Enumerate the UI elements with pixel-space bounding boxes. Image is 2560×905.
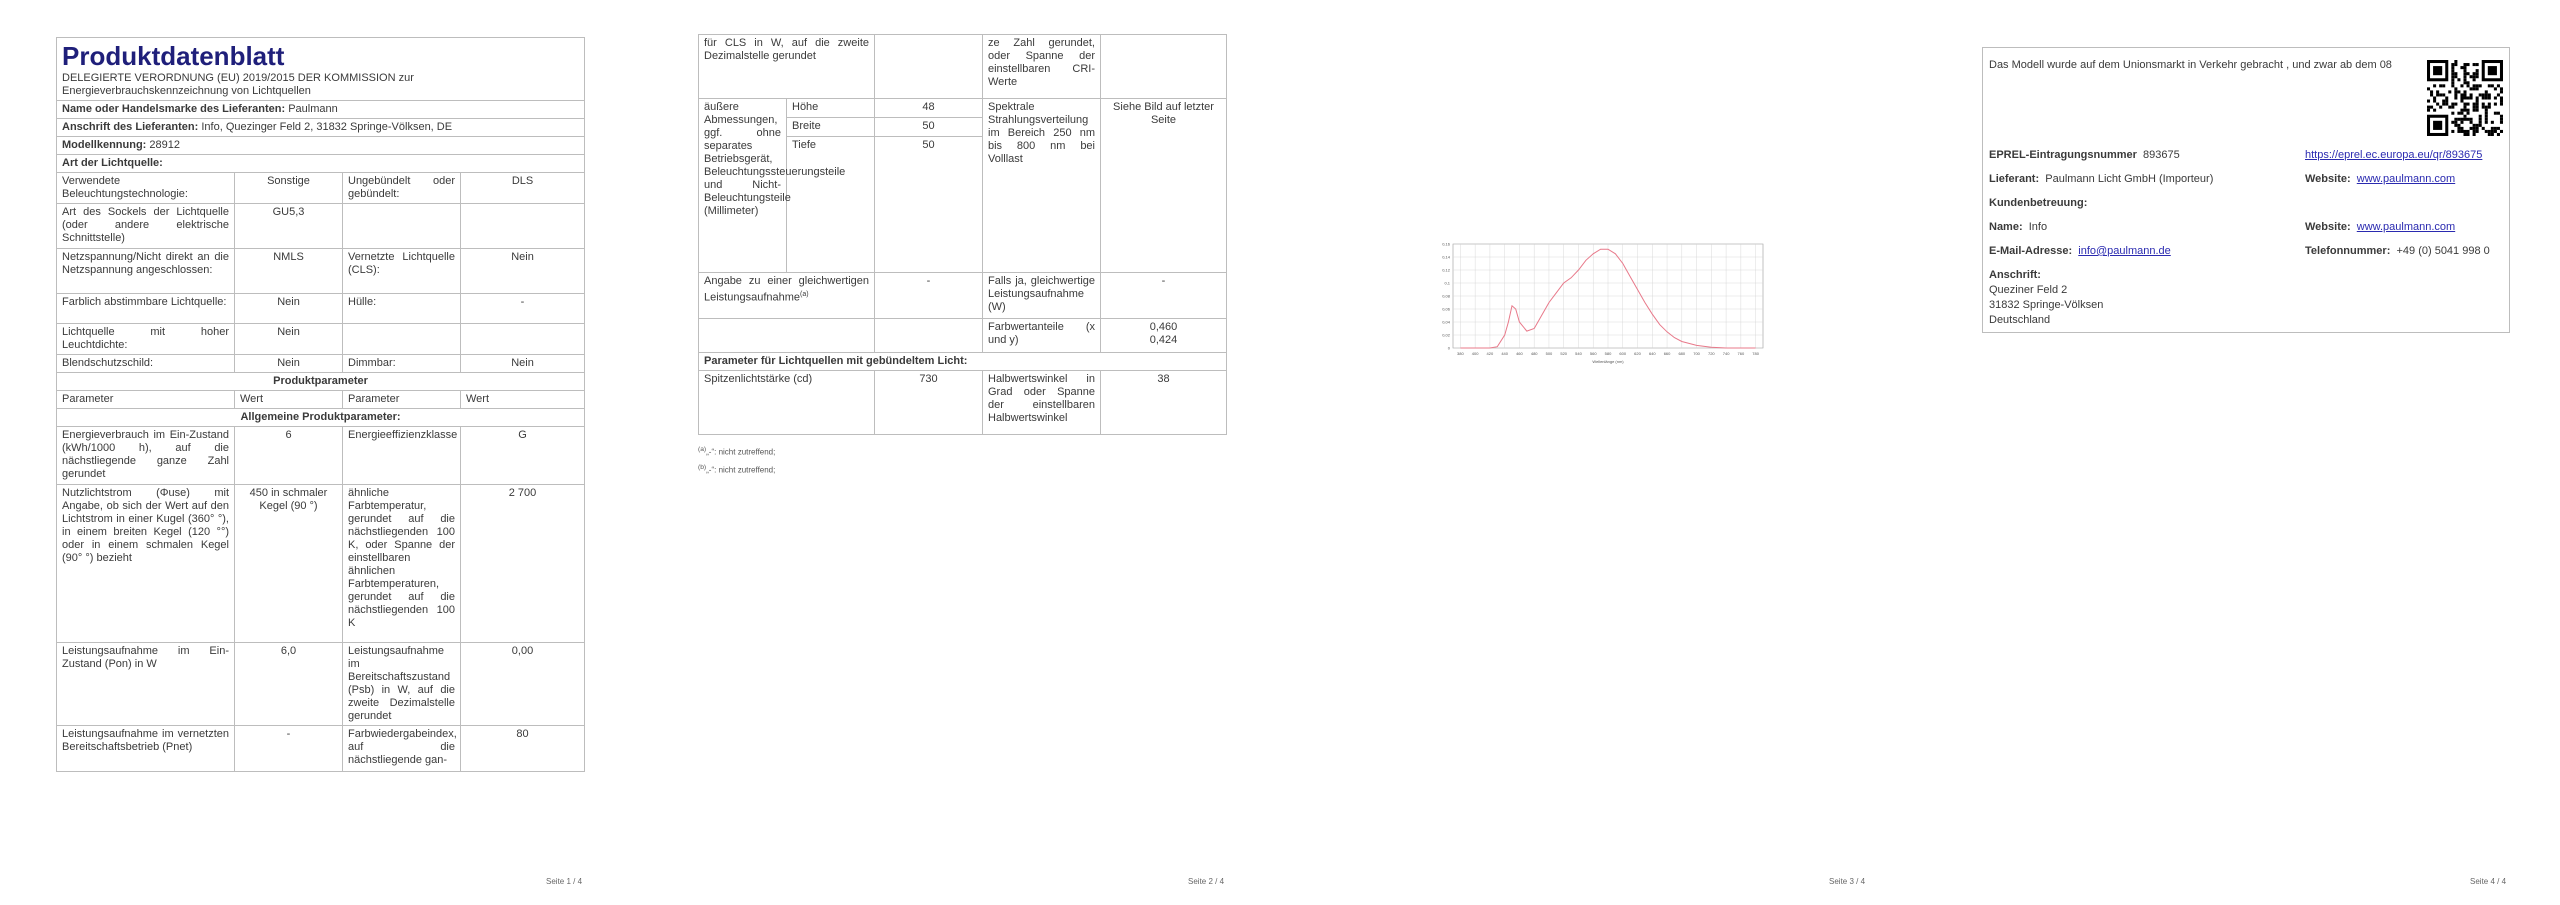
page-number: Seite 2 / 4 <box>1188 877 1225 886</box>
x-tick-label: 600 <box>1619 351 1627 356</box>
spectral-label: Spektrale Strahlungsverteilung im Bereich 250 nm bis 800 nm bei Volllast <box>983 99 1101 273</box>
spectral-value: Siehe Bild auf letzter Seite <box>1101 99 1227 273</box>
param-label: Leistungsaufnahme im Ein-Zustand (Pon) in W <box>57 643 235 726</box>
param-value <box>1101 35 1227 99</box>
address-line-3: Deutschland <box>1989 314 2051 326</box>
dimension-value: 48 <box>875 99 983 118</box>
beam-angle-label: Halbwertswinkel in Grad oder Spanne der einstellbaren Halbwertswinkel <box>983 371 1101 435</box>
spec-value: DLS <box>461 173 585 204</box>
chromaticity-y: 0,424 <box>1149 334 1178 346</box>
market-placement-text: Das Modell wurde auf dem Unionsmarkt in Verkehr gebracht , und zwar ab dem 08 <box>1989 59 2392 71</box>
x-tick-label: 580 <box>1604 351 1612 356</box>
qr-code-icon[interactable] <box>2427 60 2503 136</box>
product-datasheet-table <box>56 37 585 772</box>
dimensions-label: äußere Abmessungen, ggf. ohne separates Betriebsgerät, Beleuchtungssteuerungsteile und Nicht-Beleuchtungsteile (Millimeter) <box>699 99 787 273</box>
spec-label: Farblich abstimmbare Lichtquelle: <box>57 294 235 324</box>
directional-params-header: Parameter für Lichtquellen mit gebündeltem Licht: <box>699 353 1227 371</box>
regulation-subtitle: DELEGIERTE VERORDNUNG (EU) 2019/2015 DER KOMMISSION zur Energieverbrauchskennzeichnung von Lichtquellen <box>62 72 414 97</box>
supplier-address-label: Anschrift des Lieferanten: <box>62 121 199 133</box>
page-title: Produktdatenblatt <box>62 41 285 71</box>
param-label: Nutzlichtstrom (Φuse) mit Angabe, ob sich der Wert auf den Lichtstrom in einer Kugel (360° °), in einem breiten Kegel (120 °°) oder in einem schmalen Kegel (90° °) bezieht <box>57 485 235 643</box>
param-label: Leistungsaufnahme im Bereitschaftszustand (Psb) in W, auf die zweite Dezimalstelle gerundet <box>343 643 461 726</box>
y-tick-label: 0 <box>1447 345 1450 351</box>
if-yes-label: Falls ja, gleichwertige Leistungsaufnahme (W) <box>983 273 1101 319</box>
x-tick-label: 460 <box>1516 351 1523 356</box>
param-value <box>875 35 983 99</box>
spec-label: Ungebündelt oder gebündelt: <box>343 173 461 204</box>
spec-label: Art des Sockels der Lichtquelle (oder andere elektrische Schnittstelle) <box>57 204 235 249</box>
page-number: Seite 4 / 4 <box>2470 877 2507 886</box>
name-value: Info <box>2028 221 2048 233</box>
spec-label: Blendschutzschild: <box>57 355 235 373</box>
param-value: G <box>461 427 585 485</box>
param-label: ze Zahl gerundet, oder Spanne der einstellbaren CRI-Werte <box>983 35 1101 99</box>
address-line-2: 31832 Springe-Völksen <box>1989 299 2104 311</box>
spec-label: Dimmbar: <box>343 355 461 373</box>
spec-label: Lichtquelle mit hoher Leuchtdichte: <box>57 324 235 355</box>
equivalent-power-label: Angabe zu einer gleichwertigen Leistungsaufnahme <box>704 275 869 304</box>
x-tick-label: 660 <box>1663 351 1671 356</box>
spec-value: Nein <box>235 324 343 355</box>
x-tick-label: 440 <box>1501 351 1509 356</box>
general-params-header: Allgemeine Produktparameter: <box>57 409 585 427</box>
x-tick-label: 780 <box>1752 351 1759 356</box>
param-value: 6 <box>235 427 343 485</box>
param-value: 450 in schmaler Kegel (90 °) <box>235 485 343 643</box>
dimension-value: 50 <box>875 137 983 273</box>
eprel-link[interactable]: https://eprel.ec.europa.eu/qr/893675 <box>2305 149 2483 161</box>
x-tick-label: 420 <box>1486 351 1494 356</box>
dimension-value: 50 <box>875 118 983 137</box>
spec-value: Sonstige <box>235 173 343 204</box>
footnote-b-text: „-“: nicht zutreffend; <box>706 465 776 475</box>
customer-service-label: Kundenbetreuung: <box>1989 197 2088 209</box>
footnote-a <box>698 444 775 459</box>
x-tick-label: 700 <box>1693 351 1700 356</box>
model-label: Modellkennung: <box>62 139 147 151</box>
x-tick-label: 560 <box>1589 351 1597 356</box>
website2-label: Website: <box>2305 221 2351 233</box>
spectral-distribution-chart <box>1429 240 1769 370</box>
param-value: 0,00 <box>461 643 585 726</box>
footnote-a-marker: (a) <box>698 446 707 453</box>
address-label: Anschrift: <box>1989 269 2041 281</box>
chromaticity-x: 0,460 <box>1149 321 1178 333</box>
x-tick-label: 760 <box>1737 351 1745 356</box>
y-tick-label: 0,16 <box>1442 241 1450 247</box>
x-tick-label: 520 <box>1560 351 1568 356</box>
param-label: Farbwiedergabeindex, auf die nächstliegende gan- <box>343 726 461 772</box>
param-label: ähnliche Farbtemperatur, gerundet auf die nächstliegenden 100 K, oder Spanne der einstellbaren ähnlichen Farbtemperaturen, gerundet auf die nächstliegenden 100 K <box>343 485 461 643</box>
x-tick-label: 680 <box>1678 351 1686 356</box>
website-link[interactable]: www.paulmann.com <box>2356 173 2456 185</box>
col-header-value: Wert <box>235 391 343 409</box>
spec-label: Verwendete Beleuchtungstechnologie: <box>57 173 235 204</box>
supplier-address: Info, Quezinger Feld 2, 31832 Springe-Völksen, DE <box>201 121 453 133</box>
dimension-name: Höhe <box>787 99 875 118</box>
spec-label <box>343 204 461 249</box>
eprel-info-box <box>1982 47 2510 333</box>
empty-cell <box>875 319 983 353</box>
email-link[interactable]: info@paulmann.de <box>2078 245 2171 257</box>
footnote-b-marker: (b) <box>698 464 707 471</box>
spec-value: Nein <box>461 355 585 373</box>
spec-value: Nein <box>461 249 585 294</box>
x-tick-label: 640 <box>1648 351 1656 356</box>
page-2 <box>698 0 1338 905</box>
spec-label <box>343 324 461 355</box>
eprel-number: 893675 <box>2143 149 2180 161</box>
empty-cell <box>699 319 875 353</box>
model-id: 28912 <box>149 139 180 151</box>
supplier-label: Lieferant: <box>1989 173 2040 185</box>
page-1 <box>56 0 696 905</box>
eprel-label: EPREL-Eintragungsnummer <box>1989 149 2137 161</box>
email-label: E-Mail-Adresse: <box>1989 245 2073 257</box>
spec-value: - <box>461 294 585 324</box>
website-label: Website: <box>2305 173 2351 185</box>
if-yes-value: - <box>1101 273 1227 319</box>
x-axis-label: Wellenlänge (nm) <box>1592 359 1624 364</box>
y-tick-label: 0,14 <box>1442 254 1450 260</box>
name-label: Name: <box>1989 221 2023 233</box>
spec-value: Nein <box>235 294 343 324</box>
dimension-name: Tiefe <box>787 137 875 273</box>
y-tick-label: 0,04 <box>1442 319 1450 325</box>
param-label: Energieeffizienzklasse <box>343 427 461 485</box>
chromaticity-label: Farbwertanteile (x und y) <box>983 319 1101 353</box>
x-tick-label: 480 <box>1530 351 1538 356</box>
spec-value: GU5,3 <box>235 204 343 249</box>
y-tick-label: 0,08 <box>1442 293 1450 299</box>
col-header-parameter: Parameter <box>57 391 235 409</box>
x-tick-label: 540 <box>1575 351 1582 356</box>
param-label: Energieverbrauch im Ein-Zustand (kWh/1000 h), auf die nächstliegende ganze Zahl gerundet <box>57 427 235 485</box>
param-value: 6,0 <box>235 643 343 726</box>
footnote-b <box>698 462 775 477</box>
website2-link[interactable]: www.paulmann.com <box>2356 221 2456 233</box>
page-number: Seite 3 / 4 <box>1829 877 1866 886</box>
page-3 <box>1339 0 1979 905</box>
y-tick-label: 0,06 <box>1442 306 1450 312</box>
page-number: Seite 1 / 4 <box>546 877 583 886</box>
peak-intensity-label: Spitzenlichtstärke (cd) <box>699 371 875 435</box>
y-tick-label: 0,02 <box>1442 332 1450 338</box>
phone-label: Telefonnummer: <box>2305 245 2391 257</box>
spec-value <box>461 204 585 249</box>
x-tick-label: 620 <box>1634 351 1641 356</box>
x-tick-label: 720 <box>1707 351 1715 356</box>
footnote-a-text: „-“: nicht zutreffend; <box>706 447 776 457</box>
product-params-header: Produktparameter <box>57 373 585 391</box>
supplier-name: Paulmann <box>288 103 338 115</box>
equivalent-power-value: - <box>875 273 983 319</box>
param-value: 80 <box>461 726 585 772</box>
supplier-value: Paulmann Licht GmbH (Importeur) <box>2045 173 2214 185</box>
x-tick-label: 400 <box>1471 351 1479 356</box>
y-tick-label: 0,12 <box>1442 267 1450 273</box>
x-tick-label: 500 <box>1545 351 1553 356</box>
param-value: 2 700 <box>461 485 585 643</box>
param-label: Leistungsaufnahme im vernetzten Bereitschaftsbetrieb (Pnet) <box>57 726 235 772</box>
footnote-ref: (a) <box>800 291 809 298</box>
param-value: - <box>235 726 343 772</box>
x-tick-label: 740 <box>1722 351 1730 356</box>
spec-value: NMLS <box>235 249 343 294</box>
spec-value: Nein <box>235 355 343 373</box>
product-datasheet-table-continued <box>698 34 1227 435</box>
beam-angle-value: 38 <box>1101 371 1227 435</box>
supplier-name-label: Name oder Handelsmarke des Lieferanten: <box>62 103 286 115</box>
peak-intensity-value: 730 <box>875 371 983 435</box>
param-label: für CLS in W, auf die zweite Dezimalstelle gerundet <box>699 35 875 99</box>
spec-value <box>461 324 585 355</box>
spec-label: Hülle: <box>343 294 461 324</box>
address-line-1: Queziner Feld 2 <box>1989 284 2068 296</box>
x-tick-label: 380 <box>1457 351 1464 356</box>
phone-value: +49 (0) 5041 998 0 <box>2396 245 2490 257</box>
col-header-parameter: Parameter <box>343 391 461 409</box>
dimension-name: Breite <box>787 118 875 137</box>
spec-label: Netzspannung/Nicht direkt an die Netzspannung angeschlossen: <box>57 249 235 294</box>
light-source-type-label: Art der Lichtquelle: <box>57 155 585 173</box>
page-4 <box>1980 0 2560 905</box>
y-tick-label: 0,1 <box>1444 280 1450 286</box>
spec-label: Vernetzte Lichtquelle (CLS): <box>343 249 461 294</box>
col-header-value: Wert <box>461 391 585 409</box>
